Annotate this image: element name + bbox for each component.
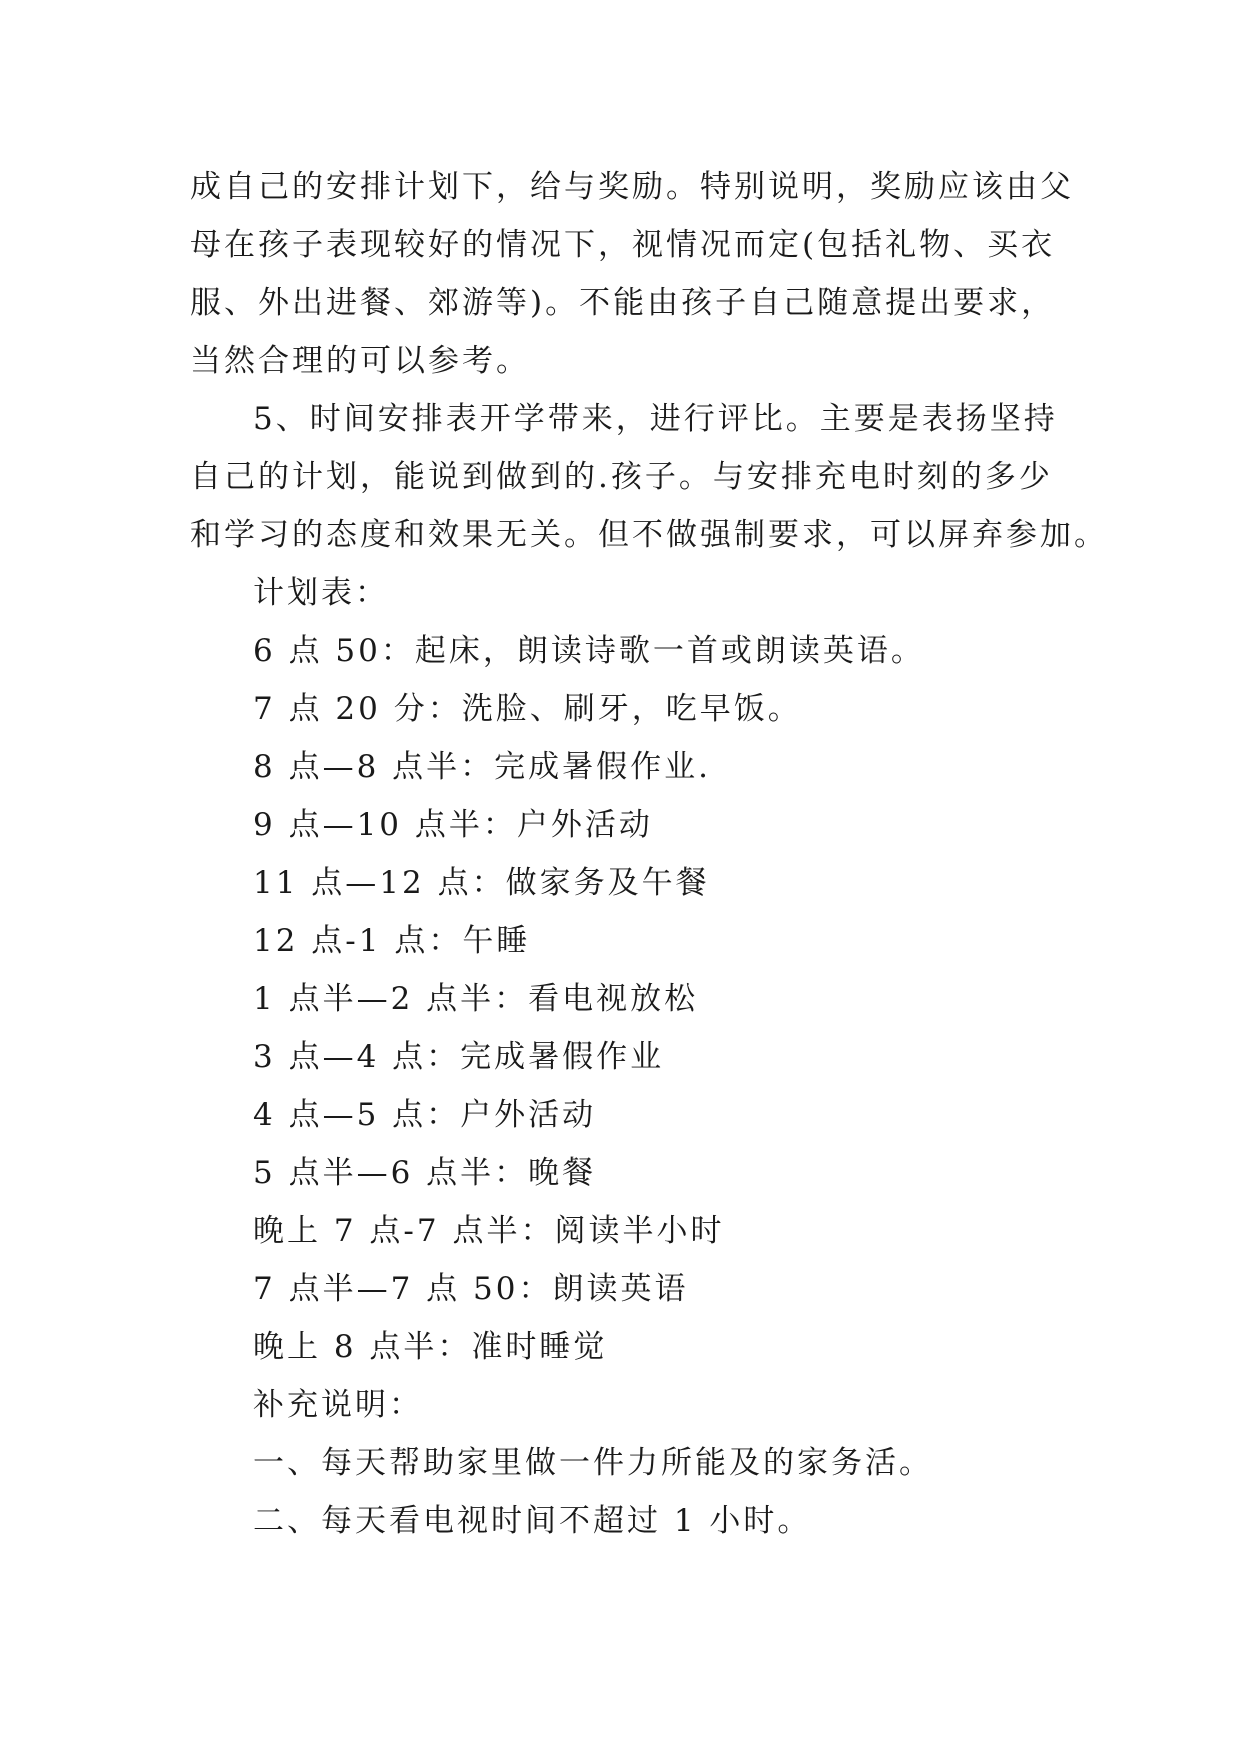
schedule-item: 4 点—5 点：户外活动 xyxy=(253,1097,597,1133)
text-line: 5、时间安排表开学带来，进行评比。主要是表扬坚持 xyxy=(253,401,1058,437)
schedule-heading: 计划表： xyxy=(253,575,389,611)
schedule-item: 7 点 20 分：洗脸、刷牙，吃早饭。 xyxy=(253,691,802,727)
text-line: 自己的计划，能说到做到的.孩子。与安排充电时刻的多少 xyxy=(190,459,1053,495)
paragraph-reward xyxy=(190,158,1074,390)
schedule-section xyxy=(190,564,1050,1376)
schedule-item: 12 点-1 点：午睡 xyxy=(253,923,531,959)
schedule-item: 晚上 7 点-7 点半：阅读半小时 xyxy=(253,1213,725,1249)
schedule-item: 晚上 8 点半：准时睡觉 xyxy=(253,1329,608,1365)
supplement-item: 一、每天帮助家里做一件力所能及的家务活。 xyxy=(253,1445,933,1481)
schedule-item: 11 点—12 点：做家务及午餐 xyxy=(253,865,710,901)
text-line: 母在孩子表现较好的情况下，视情况而定(包括礼物、买衣 xyxy=(190,227,1056,263)
text-line: 当然合理的可以参考。 xyxy=(190,343,530,379)
schedule-item: 3 点—4 点：完成暑假作业 xyxy=(253,1039,665,1075)
text-line: 和学习的态度和效果无关。但不做强制要求，可以屏弃参加。 xyxy=(190,517,1108,553)
schedule-item: 9 点—10 点半：户外活动 xyxy=(253,807,653,843)
supplement-section xyxy=(190,1376,1050,1550)
paragraph-5 xyxy=(190,390,1108,564)
supplement-heading: 补充说明： xyxy=(253,1387,423,1423)
supplement-item: 二、每天看电视时间不超过 1 小时。 xyxy=(253,1503,812,1539)
schedule-item: 5 点半—6 点半：晚餐 xyxy=(253,1155,597,1191)
text-line: 成自己的安排计划下，给与奖励。特别说明，奖励应该由父 xyxy=(190,169,1074,205)
document-body xyxy=(190,158,1108,1550)
schedule-item: 8 点—8 点半：完成暑假作业. xyxy=(253,749,712,785)
schedule-item: 1 点半—2 点半：看电视放松 xyxy=(253,981,699,1017)
schedule-item: 6 点 50：起床，朗读诗歌一首或朗读英语。 xyxy=(253,633,925,669)
text-line: 服、外出进餐、郊游等)。不能由孩子自己随意提出要求， xyxy=(190,285,1056,321)
schedule-item: 7 点半—7 点 50：朗读英语 xyxy=(253,1271,689,1307)
